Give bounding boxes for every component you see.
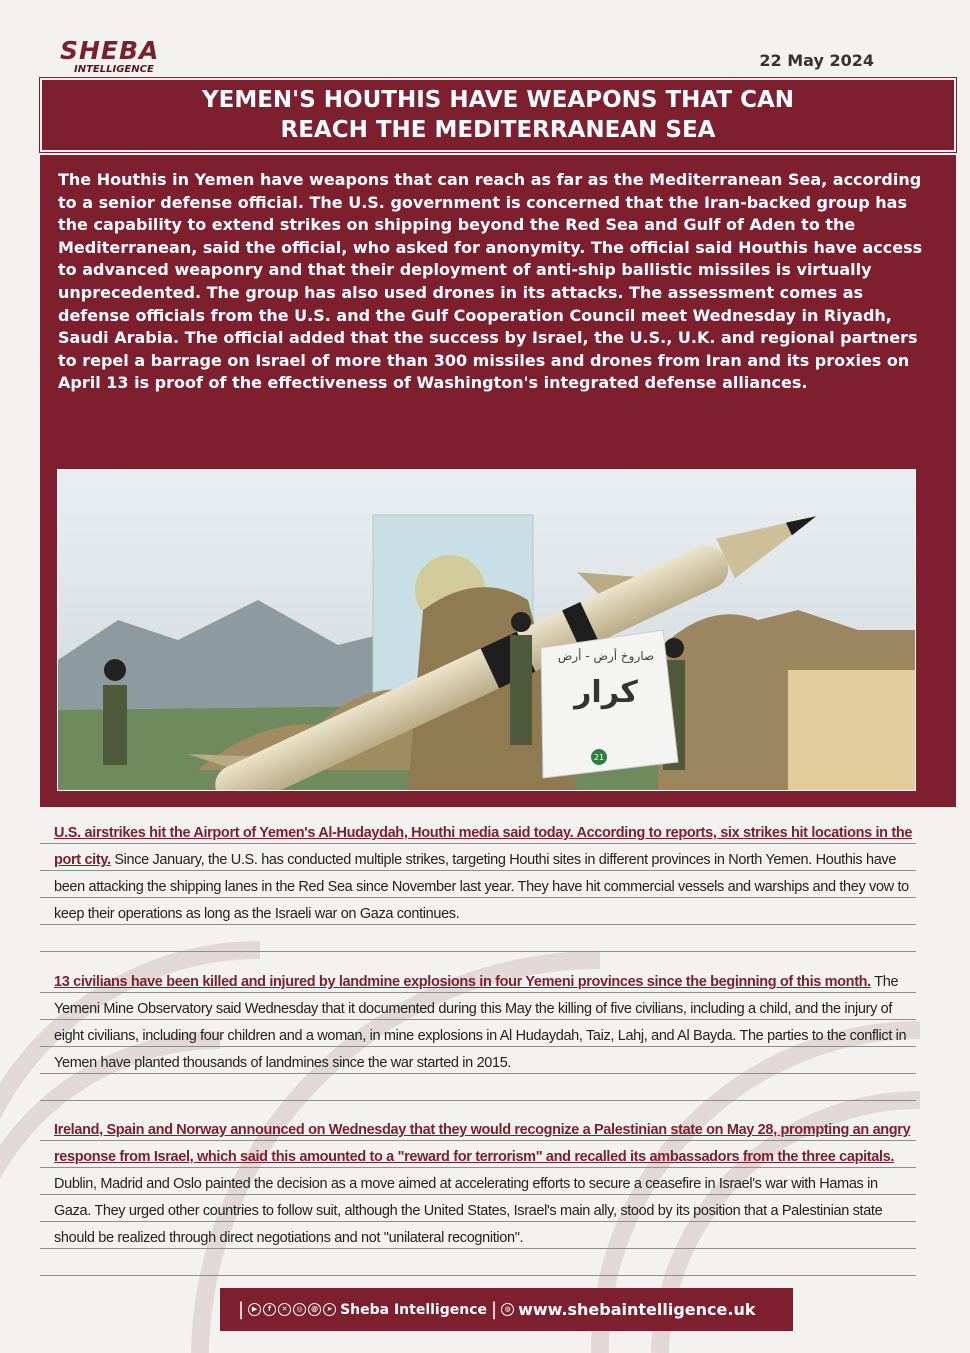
missile-photo: [57, 469, 916, 791]
youtube-icon[interactable]: ▶: [248, 1303, 261, 1316]
x-icon[interactable]: ✕: [278, 1303, 291, 1316]
news-item-3-body: Dublin, Madrid and Oslo painted the decision as a move aimed at accelerating efforts to secure a ceasefire in Israel's war with Hamas in Gaza. They urged other countries to follow suit, although the United States, Israel's main ally, stood by its position that a Palestinian state should be realized through direct negotiations and not "unilateral recognition".: [54, 1176, 883, 1246]
website-link[interactable]: www.shebaintelligence.uk: [518, 1300, 756, 1319]
news-item-2-text: [54, 969, 914, 1077]
news-item-2-body: The Yemeni Mine Observatory said Wednesday that it documented during this May the killing of five civilians, including a child, and the injury of eight civilians, including four children and a woman, in mine explosions in Al Hudaydah, Taiz, Lahj, and Al Bayda. The parties to the conflict in Yemen have planted thousands of landmines since the war started in 2015.: [54, 974, 907, 1071]
news-item-3-text: [54, 1117, 914, 1252]
globe-icon: ◍: [501, 1303, 514, 1316]
footer-bar: [220, 1288, 793, 1331]
sign-text-line1: صاروخ أرض - أرض: [557, 649, 655, 663]
footer-separator: |: [238, 1299, 245, 1320]
news-item-1-body: Since January, the U.S. has conducted multiple strikes, targeting Houthi sites in different provinces in North Yemen. Houthis have been attacking the shipping lanes in the Red Sea since November last year. They have hit commercial vessels and warships and they vow to keep their operations as long as the Israeli war on Gaza continues.: [54, 852, 909, 922]
news-item-1: [40, 817, 916, 952]
news-item-3-headline: Ireland, Spain and Norway announced on Wednesday that they would recognize a Palestinian state on May 28, prompting an angry response from Israel, which said this amounted to a "reward for terrorism" and recalled its ambassadors from the three capitals.: [54, 1122, 911, 1165]
page-title: YEMEN'S HOUTHIS HAVE WEAPONS THAT CAN REACH THE MEDITERRANEAN SEA: [201, 87, 795, 143]
logo-main-text: SHEBA: [60, 36, 160, 65]
social-icons: [248, 1303, 336, 1316]
footer-separator: |: [491, 1299, 498, 1320]
news-item-1-text: [54, 820, 914, 928]
telegram-icon[interactable]: ➤: [323, 1303, 336, 1316]
lead-section: [40, 155, 956, 807]
lead-paragraph: The Houthis in Yemen have weapons that can reach as far as the Mediterranean Sea, according to a senior defense official. The U.S. government is concerned that the Iran-backed group has the capability to extend strikes on shipping beyond the Red Sea and Gulf of Aden to the Mediterranean, said the official, who asked for anonymity. The official said Houthis have access to advanced weaponry and that their deployment of anti-ship ballistic missiles is virtually unprecedented. The group has also used drones in its attacks. The assessment comes as defense officials from the U.S. and the Gulf Cooperation Council meet Wednesday in Riyadh, Saudi Arabia. The official added that the success by Israel, the U.S., U.K. and regional partners to repel a barrage on Israel of more than 300 missiles and drones from Iran and its proxies on April 13 is proof of the effectiveness of Washington's integrated defense alliances.: [58, 170, 923, 393]
news-item-3: [40, 1114, 916, 1276]
missile-illustration: [58, 470, 916, 791]
threads-icon[interactable]: @: [308, 1303, 321, 1316]
news-item-1-headline: U.S. airstrikes hit the Airport of Yemen's Al-Hudaydah, Houthi media said today. According to reports, six strikes hit locations in the port city.: [54, 825, 913, 868]
sheba-logo: [60, 38, 190, 80]
sign-badge: 21: [593, 753, 605, 762]
sign-text-line2: كرار: [574, 675, 638, 710]
news-item-2-headline: 13 civilians have been killed and injured by landmine explosions in four Yemeni provinces since the beginning of this month.: [54, 974, 871, 990]
logo-sub-text: INTELLIGENCE: [74, 64, 154, 75]
missile-sign: [541, 630, 678, 778]
title-bar: [40, 78, 956, 152]
facebook-icon[interactable]: f: [263, 1303, 276, 1316]
footer-brand: Sheba Intelligence: [340, 1301, 488, 1318]
instagram-icon[interactable]: ◎: [293, 1303, 306, 1316]
news-item-2: [40, 966, 916, 1101]
publication-date: 22 May 2024: [759, 51, 874, 70]
